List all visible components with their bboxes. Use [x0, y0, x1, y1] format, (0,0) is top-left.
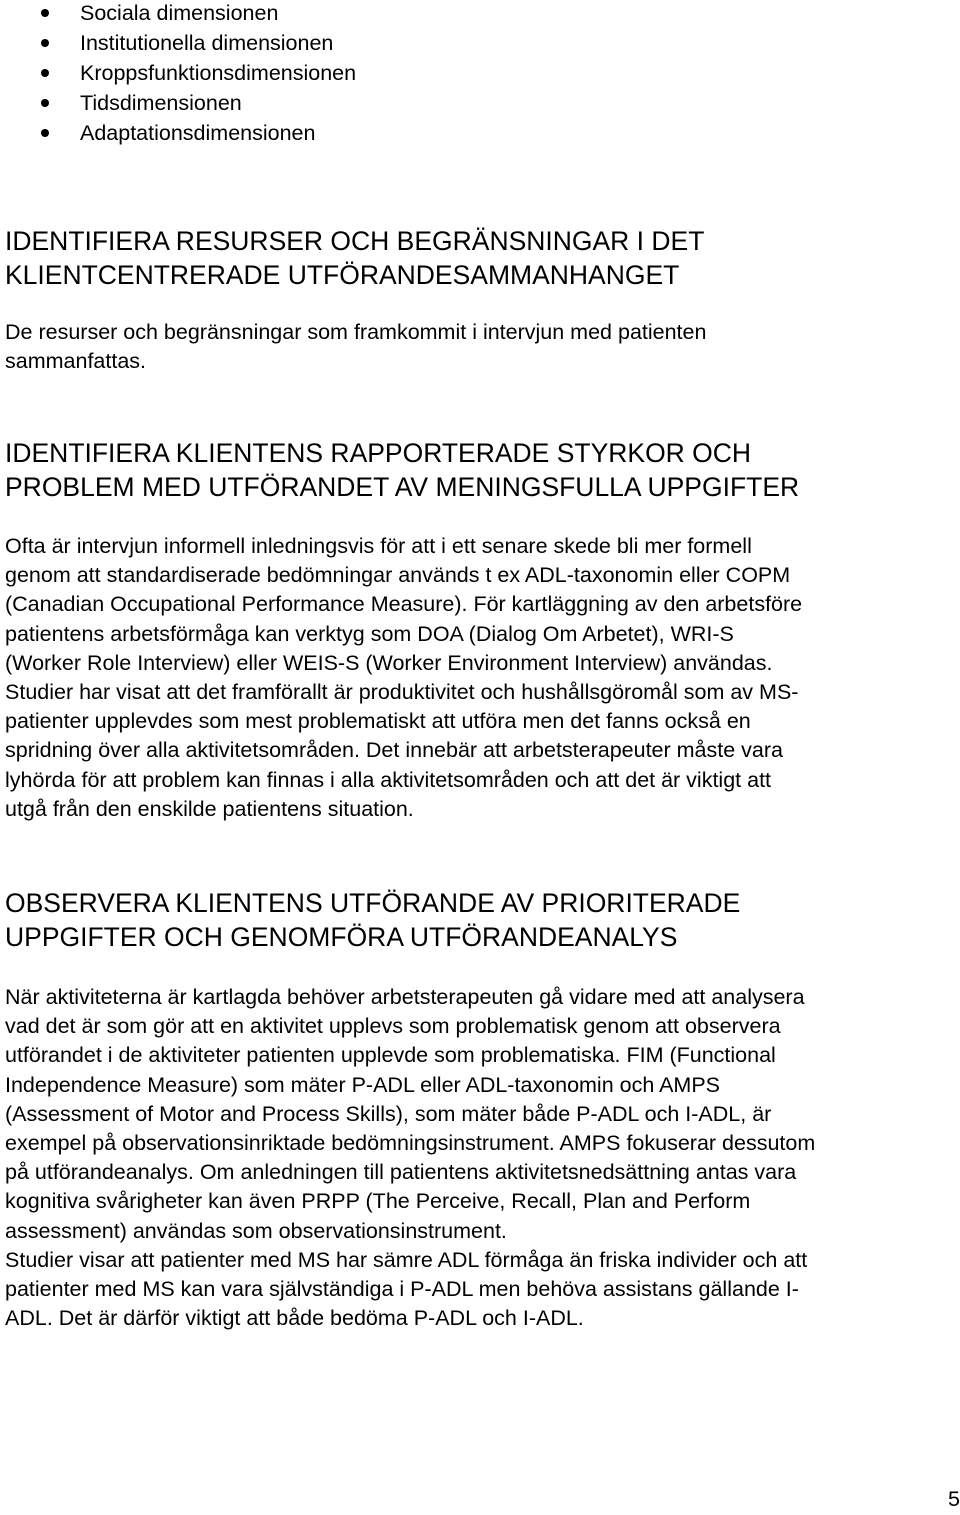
list-item-text: Sociala dimensionen [80, 1, 279, 25]
list-item [0, 0, 356, 30]
section-body-observation: När aktiviteterna är kartlagda behöver arbetsterapeuten gå vidare med att analysera vad det är som gör att en aktivitet upplevs som problematisk genom att observera utförandet i de aktiviteter patienten upplevde som problematiska. FIM (Functional Independence Measure) som mäter P-ADL eller ADL-taxonomin och AMPS (Assessment of Motor and Process Skills), som mäter både P-ADL och I-ADL, är exempel på observationsinriktade bedömningsinstrument. AMPS fokuserar dessutom på utförandeanalys. Om anledningen till patientens aktivitetsnedsättning antas vara kognitiva svårigheter kan även PRPP (The Perceive, Recall, Plan and Perform assessment) användas som observationsinstrument. Studier visar att patienter med MS har sämre ADL förmåga än friska individer och att patienter med MS kan vara självständiga i P-ADL men behöva assistans gällande I- ADL. Det är därför viktigt att både bedöma P-ADL och I-ADL. [5, 985, 816, 1331]
section-body-strengths: Ofta är intervjun informell inledningsvis för att i ett senare skede bli mer formell genom att standardiserade bedömningar används t ex ADL-taxonomin eller COPM (Canadian Occupational Performance Measure). För kartläggning av den arbetsföre patientens arbetsförmåga kan verktyg som DOA (Dialog Om Arbetet), WRI-S (Worker Role Interview) eller WEIS-S (Worker Environment Interview) användas. Studier har visat att det framförallt är produktivitet och hushållsgöromål som av MS- patienter upplevdes som mest problematiskt att utföra men det fanns också en spridning över alla aktivitetsområden. Det innebär att arbetsterapeuter måste vara lyhörda för att problem kan finnas i alla aktivitetsområden och att det är viktigt att utgå från den enskilde patientens situation. [5, 534, 803, 821]
list-item [0, 120, 356, 150]
section-heading-strengths: IDENTIFIERA KLIENTENS RAPPORTERADE STYRKOR OCH PROBLEM MED UTFÖRANDET AV MENINGSFULLA UPPGIFTER [5, 438, 800, 502]
list-item [0, 30, 356, 60]
list-item-text: Adaptationsdimensionen [80, 121, 316, 145]
bullet-icon [41, 9, 49, 17]
list-item-text: Kroppsfunktionsdimensionen [80, 61, 357, 85]
dimension-bullet-list [0, 0, 356, 150]
page-number: 5 [948, 1487, 960, 1511]
list-item [0, 90, 356, 120]
list-item-text: Tidsdimensionen [80, 91, 242, 115]
bullet-icon [41, 39, 49, 47]
bullet-icon [41, 69, 49, 77]
bullet-icon [41, 129, 49, 137]
list-item [0, 60, 356, 90]
list-item-text: Institutionella dimensionen [80, 31, 334, 55]
section-heading-observation: OBSERVERA KLIENTENS UTFÖRANDE AV PRIORITERADE UPPGIFTER OCH GENOMFÖRA UTFÖRANDEANALYS [5, 888, 741, 952]
section-body-resources: De resurser och begränsningar som framkommit i intervjun med patienten sammanfattas. [5, 320, 707, 374]
section-heading-resources: IDENTIFIERA RESURSER OCH BEGRÄNSNINGAR I DET KLIENTCENTRERADE UTFÖRANDESAMMANHANGET [5, 226, 705, 290]
bullet-icon [41, 99, 49, 107]
